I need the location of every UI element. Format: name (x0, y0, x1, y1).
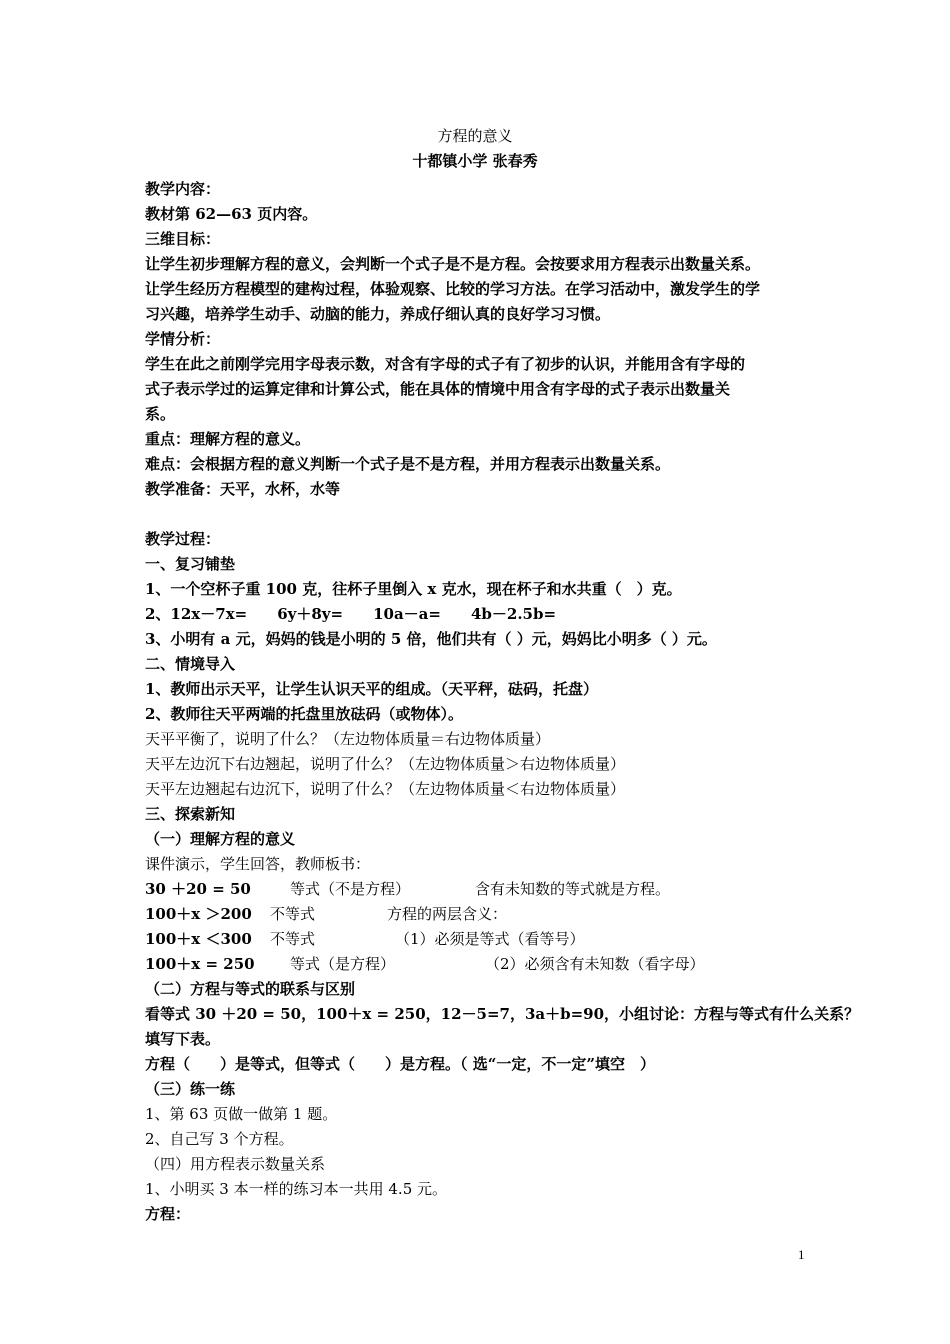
board-type: 不等式 (270, 930, 316, 948)
board-type: 等式（不是方程） (290, 880, 411, 898)
balance-note-1: 天平平衡了，说明了什么？（左边物体质量＝右边物体质量） (145, 730, 551, 748)
text-objective-2: 让学生经历方程模型的建构过程，体验观察、比较的学习方法。在学习活动中，激发学生的学 (145, 280, 761, 298)
text-objective-1: 让学生初步理解方程的意义，会判断一个式子是不是方程。会按要求用方程表示出数量关系。 (145, 255, 761, 273)
equation-label: 方程： (145, 1205, 191, 1223)
section-situation: 二、情境导入 (145, 655, 236, 673)
review-item-3: 3、小明有 a 元，妈妈的钱是小明的 5 倍，他们共有（ ）元，妈妈比小明多（ ）元。 (145, 630, 717, 648)
document-title: 方程的意义 (437, 127, 513, 145)
board-expression: 30 ＋20 = 50 (145, 880, 251, 898)
board-note: 含有未知数的等式就是方程。 (475, 880, 671, 898)
text-key-point: 重点：理解方程的意义。 (145, 430, 311, 448)
review-item-1: 1、一个空杯子重 100 克，往杯子里倒入 x 克水，现在杯子和水共重（ ）克。 (145, 580, 682, 598)
balance-note-3: 天平左边翘起右边沉下，说明了什么？（左边物体质量＜右边物体质量） (145, 780, 626, 798)
situation-item-2: 2、教师往天平两端的托盘里放砝码（或物体）。 (145, 705, 463, 723)
subsection-quantity: （四）用方程表示数量关系 (145, 1155, 326, 1173)
text-analysis-2: 式子表示学过的运算定律和计算公式，能在具体的情境中用含有字母的式子表示出数量关 (145, 380, 731, 398)
board-expression: 100＋x ＞200 (145, 905, 252, 923)
board-row (145, 927, 835, 952)
text-difficulty: 难点：会根据方程的意义判断一个式子是不是方程，并用方程表示出数量关系。 (145, 455, 671, 473)
relation-text-2: 填写下表。 (145, 1030, 221, 1048)
text-objective-3: 习兴趣，培养学生动手、动脑的能力，养成仔细认真的良好学习习惯。 (145, 305, 611, 323)
section-review: 一、复习铺垫 (145, 555, 236, 573)
relation-text-1: 看等式 30 ＋20 = 50，100＋x = 250，12－5=7，3a＋b=90，小组讨论：方程与等式有什么关系？ (145, 1005, 860, 1023)
subsection-practice: （三）练一练 (145, 1080, 236, 1098)
review-item-2: 2、12x－7x= 6y＋8y= 10a－a= 4b－2.5b= (145, 605, 557, 623)
blank-line (145, 502, 835, 527)
text-preparation: 教学准备：天平，水杯，水等 (145, 480, 341, 498)
board-row (145, 952, 835, 977)
subsection-meaning: （一）理解方程的意义 (145, 830, 296, 848)
subsection-relation: （二）方程与等式的联系与区别 (145, 980, 356, 998)
document-body (145, 177, 860, 1227)
page-number: 1 (798, 1247, 805, 1262)
balance-note-2: 天平左边沉下右边翘起，说明了什么？（左边物体质量＞右边物体质量） (145, 755, 626, 773)
text-analysis-3: 系。 (145, 405, 176, 423)
heading-objectives: 三维目标： (145, 230, 221, 248)
document-author: 十都镇小学 张春秀 (412, 152, 538, 170)
board-row (145, 902, 835, 927)
heading-analysis: 学情分析： (145, 330, 221, 348)
text-content: 教材第 62—63 页内容。 (145, 205, 318, 223)
board-intro: 课件演示，学生回答，教师板书： (145, 855, 371, 873)
board-row (145, 877, 835, 902)
board-expression: 100＋x = 250 (145, 955, 255, 973)
relation-fill-blank: 方程（ ）是等式，但等式（ ）是方程。（ 选“一定，不一定”填空 ） (145, 1055, 655, 1073)
practice-item-1: 1、第 63 页做一做第 1 题。 (145, 1105, 338, 1123)
board-note: （2）必须含有未知数（看字母） (485, 955, 705, 973)
heading-process: 教学过程： (145, 530, 221, 548)
board-type: 等式（是方程） (290, 955, 396, 973)
board-expression: 100＋x ＜300 (145, 930, 252, 948)
heading-content: 教学内容： (145, 180, 221, 198)
board-type: 不等式 (270, 905, 316, 923)
section-explore: 三、探索新知 (145, 805, 236, 823)
text-analysis-1: 学生在此之前刚学完用字母表示数，对含有字母的式子有了初步的认识，并能用含有字母的 (145, 355, 746, 373)
quantity-item-1: 1、小明买 3 本一样的练习本一共用 4.5 元。 (145, 1180, 448, 1198)
board-note: 方程的两层含义： (387, 905, 508, 923)
practice-item-2: 2、自己写 3 个方程。 (145, 1130, 294, 1148)
board-note: （1）必须是等式（看等号） (395, 930, 585, 948)
situation-item-1: 1、教师出示天平，让学生认识天平的组成。（天平秤，砝码，托盘） (145, 680, 598, 698)
